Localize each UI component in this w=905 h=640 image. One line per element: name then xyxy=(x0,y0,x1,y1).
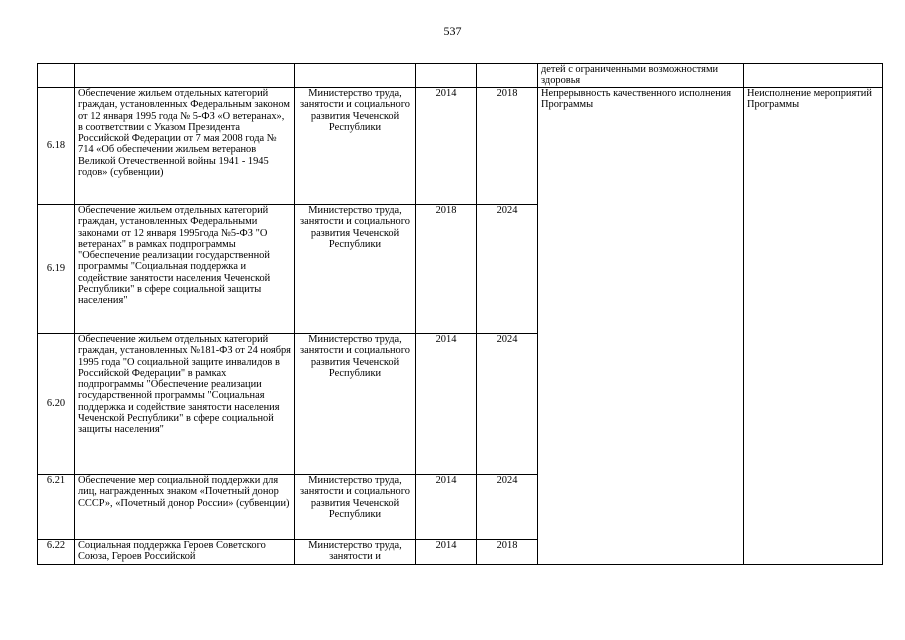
cell-executor: Министерство труда, занятости и социального развития Чеченской Республики xyxy=(295,205,416,334)
cell-num: 6.21 xyxy=(38,475,75,540)
cell-executor xyxy=(295,64,416,88)
cell-end-year: 2024 xyxy=(477,475,538,540)
cell-num: 6.19 xyxy=(38,205,75,334)
cell-result-merged: Непрерывность качественного исполнения Программы xyxy=(538,88,744,565)
cell-name xyxy=(75,64,295,88)
cell-start-year: 2014 xyxy=(416,88,477,205)
cell-end-year: 2018 xyxy=(477,540,538,565)
cell-end-year xyxy=(477,64,538,88)
cell-executor: Министерство труда, занятости и социального развития Чеченской Республики xyxy=(295,88,416,205)
cell-end-year: 2024 xyxy=(477,334,538,475)
cell-start-year: 2014 xyxy=(416,475,477,540)
cell-name: Обеспечение жильем отдельных категорий граждан, установленных №181-ФЗ от 24 ноября 1995 года "О социальной защите инвалидов в Российской Федерации" в рамках подпрограммы "Обеспечение реализации государственной программы "Социальная поддержка и содействие занятости населения Чеченской Республики" в сфере социальной защиты населения" xyxy=(75,334,295,475)
cell-num: 6.18 xyxy=(38,88,75,205)
page-number: 537 xyxy=(443,24,462,38)
cell-start-year: 2018 xyxy=(416,205,477,334)
cell-start-year: 2014 xyxy=(416,334,477,475)
cell-end-year: 2024 xyxy=(477,205,538,334)
cell-consequence xyxy=(744,64,883,88)
cell-executor: Министерство труда, занятости и социального развития Чеченской Республики xyxy=(295,334,416,475)
cell-result: детей с ограниченными возможностями здоровья xyxy=(538,64,744,88)
cell-consequence-merged: Неисполнение мероприятий Программы xyxy=(744,88,883,565)
cell-start-year: 2014 xyxy=(416,540,477,565)
cell-name: Обеспечение жильем отдельных категорий граждан, установленных Федеральными законами от 12 января 1995года №5-ФЗ "О ветеранах" в рамках подпрограммы "Обеспечение реализации государственной программы "Социальная поддержка и содействие занятости населения Чеченской Республики" в сфере социальной защиты населения" xyxy=(75,205,295,334)
cell-executor: Министерство труда, занятости и социального развития Чеченской Республики xyxy=(295,475,416,540)
cell-end-year: 2018 xyxy=(477,88,538,205)
table-row-continuation xyxy=(38,64,883,88)
cell-num: 6.20 xyxy=(38,334,75,475)
program-activities-table xyxy=(37,63,883,565)
cell-num xyxy=(38,64,75,88)
cell-num: 6.22 xyxy=(38,540,75,565)
cell-name: Обеспечение жильем отдельных категорий граждан, установленных Федеральным законом от 12 января 1995 года № 5-ФЗ «О ветеранах», в соответствии с Указом Президента Российской Федерации от 7 мая 2008 года № 714 «Об обеспечении жильем ветеранов Великой Отечественной войны 1941 - 1945 годов» (субвенции) xyxy=(75,88,295,205)
table-row xyxy=(38,88,883,205)
cell-name: Социальная поддержка Героев Советского Союза, Героев Российской xyxy=(75,540,295,565)
cell-executor: Министерство труда, занятости и xyxy=(295,540,416,565)
cell-start-year xyxy=(416,64,477,88)
cell-name: Обеспечение мер социальной поддержки для лиц, награжденных знаком «Почетный донор СССР», «Почетный донор России» (субвенции) xyxy=(75,475,295,540)
